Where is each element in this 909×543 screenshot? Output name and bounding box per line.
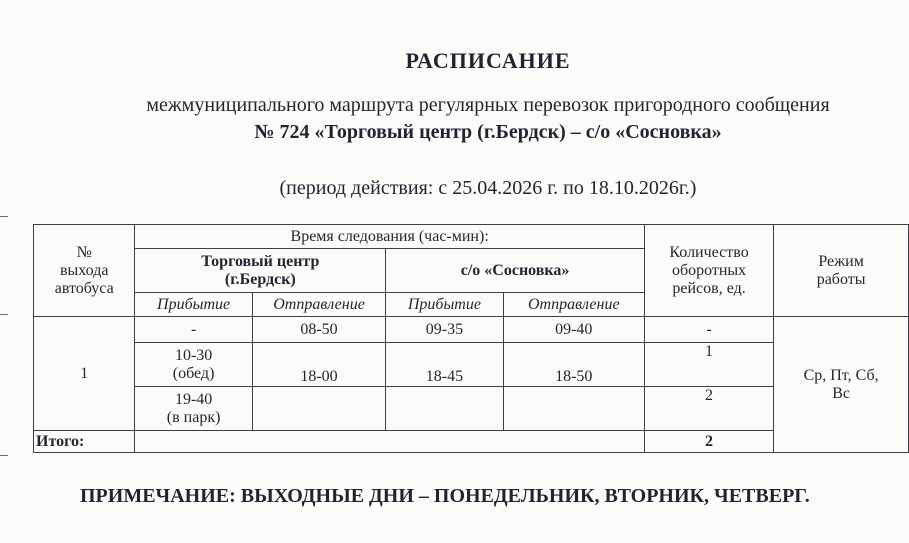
header-departure: Отправление (503, 293, 644, 317)
note: ПРИМЕЧАНИЕ: ВЫХОДНЫЕ ДНИ – ПОНЕДЕЛЬНИК, ВТОРНИК, ЧЕТВЕРГ. (80, 485, 810, 507)
route-description: межмуниципального маршрута регулярных перевозок пригородного сообщения (146, 94, 830, 116)
cell-arrival: - (135, 317, 252, 343)
header-arrival: Прибытие (135, 293, 252, 317)
cell-arrival (386, 387, 503, 431)
total-value: 2 (644, 431, 773, 453)
cell-arrival: 19-40 (в парк) (135, 387, 252, 431)
scan-margin-mark (0, 314, 8, 315)
scan-margin-mark (0, 455, 8, 456)
cell-departure: 18-00 (252, 343, 385, 387)
cell-departure (252, 387, 385, 431)
bus-number-cell: 1 (34, 317, 135, 431)
operating-mode-cell: Ср, Пт, Сб, Вс (774, 317, 909, 453)
total-empty-cell (135, 431, 645, 453)
header-stop-sosnovka: с/о «Сосновка» (386, 249, 645, 293)
header-stop-torgovy-tsentr: Торговый центр (г.Бердск) (135, 249, 386, 293)
table-row (34, 317, 909, 343)
validity-period: (период действия: с 25.04.2026 г. по 18.10.2026г.) (279, 177, 697, 199)
total-label: Итого: (34, 431, 135, 453)
scan-margin-mark (0, 216, 8, 217)
route-name: № 724 «Торговый центр (г.Бердск) – с/о «Сосновка» (254, 121, 722, 143)
cell-trips: 1 (644, 343, 773, 387)
header-travel-time: Время следования (час-мин): (135, 225, 645, 249)
header-operating-mode: Режим работы (774, 225, 909, 317)
cell-arrival: 09-35 (386, 317, 503, 343)
header-trip-count: Количество оборотных рейсов, ед. (644, 225, 773, 317)
header-bus-number: № выхода автобуса (34, 225, 135, 317)
cell-arrival: 10-30 (обед) (135, 343, 252, 387)
cell-departure: 08-50 (252, 317, 385, 343)
document-title: РАСПИСАНИЕ (405, 48, 571, 73)
cell-trips: 2 (644, 387, 773, 431)
header-arrival: Прибытие (386, 293, 503, 317)
cell-departure: 09-40 (503, 317, 644, 343)
cell-departure: 18-50 (503, 343, 644, 387)
cell-trips: - (644, 317, 773, 343)
schedule-table (33, 224, 909, 453)
cell-arrival: 18-45 (386, 343, 503, 387)
cell-departure (503, 387, 644, 431)
header-departure: Отправление (252, 293, 385, 317)
